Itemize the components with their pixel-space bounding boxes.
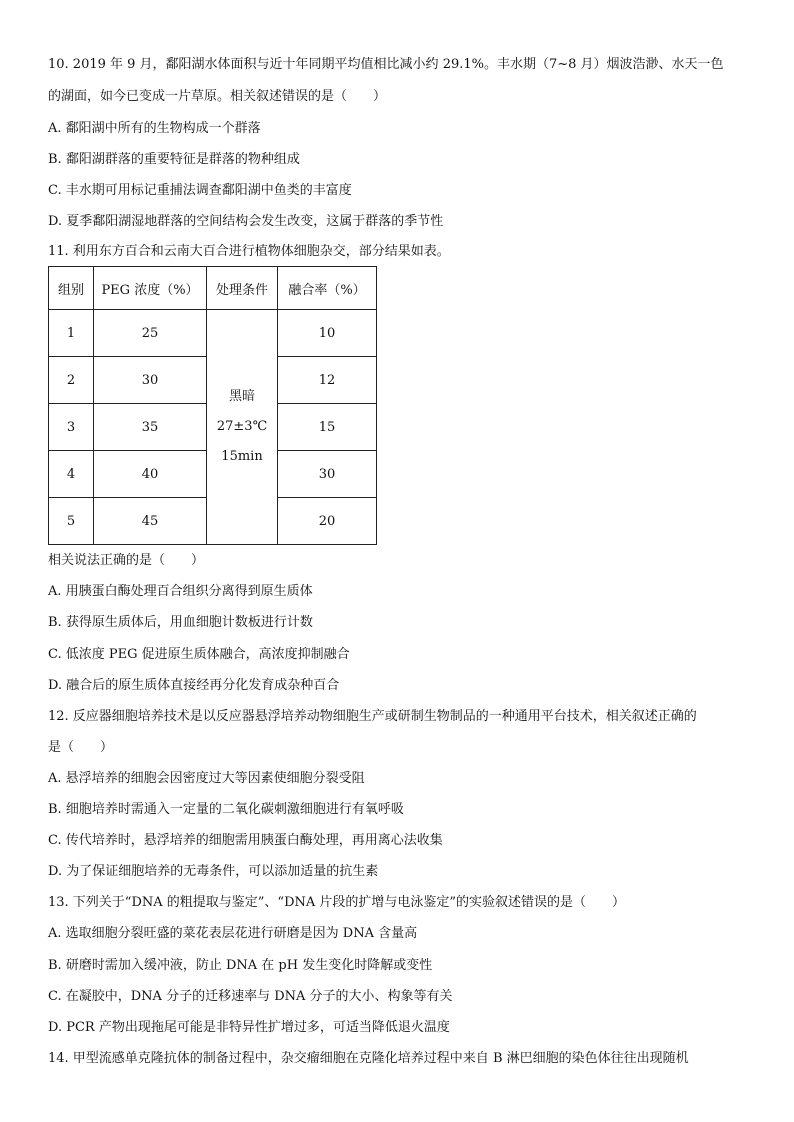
cell-group: 4 [49,451,94,498]
q14-stem-line1: 14. 甲型流感单克隆抗体的制备过程中，杂交瘤细胞在克隆化培养过程中来自 B 淋巴细胞的染色体往往出现随机 [48,1051,689,1066]
cell-rate: 20 [278,498,377,545]
table-row [49,310,377,357]
q11-stem: 11. 利用东方百合和云南大百合进行植物体细胞杂交，部分结果如表。 [48,244,450,259]
cell-group: 1 [49,310,94,357]
q12-stem-line2: 是（ ） [48,740,114,755]
cell-peg: 40 [94,451,207,498]
q13-stem: 13. 下列关于“DNA 的粗提取与鉴定”、“DNA 片段的扩增与电泳鉴定”的实验叙述错误的是（ ） [48,895,626,910]
header-peg-concentration: PEG 浓度（%） [94,267,207,310]
header-condition: 处理条件 [207,267,278,310]
condition-temperature: 27±3℃ [216,419,268,434]
cell-group: 5 [49,498,94,545]
q12-option-b: B. 细胞培养时需通入一定量的二氧化碳刺激细胞进行有氧呼吸 [48,802,404,817]
cell-condition [207,310,278,545]
q11-option-a: A. 用胰蛋白酶处理百合组织分离得到原生质体 [48,584,313,599]
q11-after-table: 相关说法正确的是（ ） [48,553,205,568]
condition-time: 15min [221,449,263,464]
q13-option-d: D. PCR 产物出现拖尾可能是非特异性扩增过多，可适当降低退火温度 [48,1020,450,1035]
q12-option-c: C. 传代培养时，悬浮培养的细胞需用胰蛋白酶处理，再用离心法收集 [48,833,443,848]
cell-peg: 35 [94,404,207,451]
q12-stem-line1: 12. 反应器细胞培养技术是以反应器悬浮培养动物细胞生产或研制生物制品的一种通用平台技术，相关叙述正确的 [48,709,697,724]
cell-peg: 30 [94,357,207,404]
cell-group: 2 [49,357,94,404]
q10-option-d: D. 夏季鄱阳湖湿地群落的空间结构会发生改变，这属于群落的季节性 [48,214,444,229]
q11-option-d: D. 融合后的原生质体直接经再分化发育成杂种百合 [48,678,340,693]
header-fusion-rate: 融合率（%） [278,267,377,310]
q13-option-c: C. 在凝胶中，DNA 分子的迁移速率与 DNA 分子的大小、构象等有关 [48,989,453,1004]
q10-option-b: B. 鄱阳湖群落的重要特征是群落的物种组成 [48,152,300,167]
table-header-row [49,267,377,310]
header-group: 组别 [49,267,94,310]
cell-rate: 30 [278,451,377,498]
q12-option-a: A. 悬浮培养的细胞会因密度过大等因素使细胞分裂受阻 [48,771,365,786]
q12-option-d: D. 为了保证细胞培养的无毒条件，可以添加适量的抗生素 [48,864,379,879]
q13-option-a: A. 选取细胞分裂旺盛的菜花表层花进行研磨是因为 DNA 含量高 [48,926,418,941]
cell-rate: 12 [278,357,377,404]
cell-peg: 25 [94,310,207,357]
q11-results-table [48,266,377,545]
q10-option-c: C. 丰水期可用标记重捕法调查鄱阳湖中鱼类的丰富度 [48,183,352,198]
q10-option-a: A. 鄱阳湖中所有的生物构成一个群落 [48,121,261,136]
q13-option-b: B. 研磨时需加入缓冲液，防止 DNA 在 pH 发生变化时降解或变性 [48,958,433,973]
cell-rate: 15 [278,404,377,451]
q10-stem-line1: 10. 2019 年 9 月，鄱阳湖水体面积与近十年同期平均值相比减小约 29.1%。丰水期（7~8 月）烟波浩渺、水天一色 [48,57,724,72]
q11-option-c: C. 低浓度 PEG 促进原生质体融合，高浓度抑制融合 [48,647,350,662]
q10-stem-line2: 的湖面，如今已变成一片草原。相关叙述错误的是（ ） [48,89,387,104]
cell-rate: 10 [278,310,377,357]
q11-option-b: B. 获得原生质体后，用血细胞计数板进行计数 [48,615,313,630]
cell-peg: 45 [94,498,207,545]
cell-group: 3 [49,404,94,451]
condition-dark: 黑暗 [228,389,255,404]
